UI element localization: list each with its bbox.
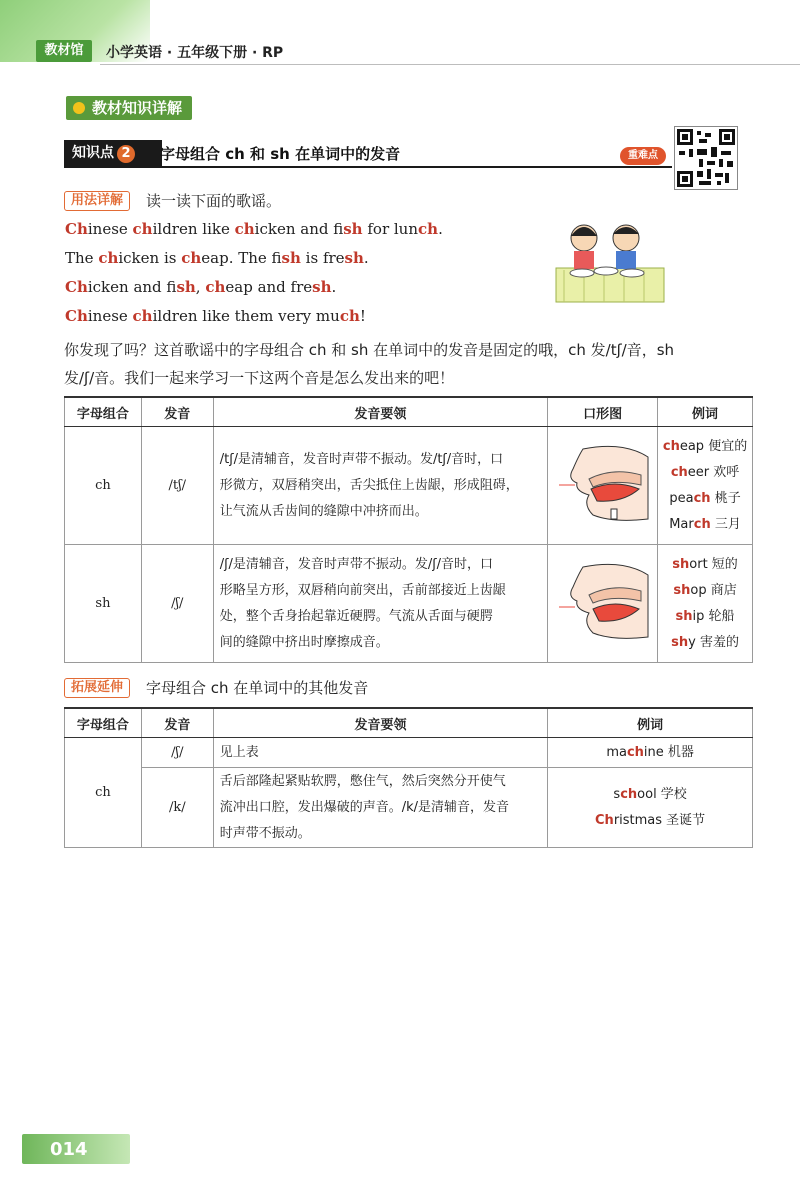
knowledge-point-label	[64, 140, 162, 166]
guide-line: 间的缝隙中挤出时摩擦成音。	[219, 634, 389, 650]
usage-intro: 读一读下面的歌谣。	[146, 192, 282, 210]
poem-line	[65, 278, 336, 296]
guide-line: 让气流从舌齿间的缝隙中冲挤而出。	[219, 503, 428, 519]
text-segment: ine 机器	[643, 744, 694, 760]
highlighted-letters: ch	[205, 278, 226, 296]
page-number: 014	[50, 1139, 88, 1160]
text-segment: is fre	[300, 249, 345, 267]
text-segment: eap and fre	[225, 278, 313, 296]
text-segment: ildren like	[152, 220, 235, 238]
guide-line: 时声带不振动。	[219, 825, 311, 841]
guide-line: 处，整个舌身抬起靠近硬腭。气流从舌面与硬腭	[219, 608, 493, 624]
phonetic-symbol: /tʃ/	[141, 427, 213, 545]
text-segment: icken and fi	[87, 278, 177, 296]
poem-line	[65, 220, 443, 238]
highlighted-letters: ch	[234, 220, 255, 238]
pronunciation-table	[64, 396, 753, 663]
example-word	[659, 578, 751, 604]
table-header-row	[65, 708, 753, 738]
example-word	[549, 808, 751, 834]
letter-combo: ch	[65, 427, 142, 545]
difficulty-badge: 重难点	[620, 147, 666, 165]
text-segment: eer 欢呼	[687, 464, 740, 480]
qr-code-icon[interactable]	[674, 126, 738, 190]
table-row	[65, 545, 753, 663]
example-word	[659, 604, 751, 630]
table-row	[65, 427, 753, 545]
pronunciation-guide	[213, 738, 547, 768]
highlighted-letters: ch	[620, 786, 638, 802]
text-segment: ma	[606, 744, 627, 760]
table-row	[65, 768, 753, 848]
text-segment: .	[438, 220, 443, 238]
mouth-diagram-ch	[548, 427, 658, 545]
text-segment: ool 学校	[637, 786, 687, 802]
highlighted-letters: ch	[662, 438, 680, 454]
highlighted-letters: ch	[693, 490, 711, 506]
highlighted-letters: ch	[132, 220, 153, 238]
header-divider	[100, 64, 800, 65]
phonetic-symbol: /ʃ/	[141, 738, 213, 768]
kp-number: 2	[117, 145, 135, 163]
text-segment: ort 短的	[689, 556, 738, 572]
example-word	[659, 630, 751, 656]
star-icon	[73, 102, 85, 114]
section-title	[66, 96, 192, 120]
phonetic-symbol: /k/	[141, 768, 213, 848]
pronunciation-guide	[213, 768, 547, 848]
kp-underline	[64, 166, 672, 168]
pronunciation-guide	[213, 427, 547, 545]
highlighted-letters: sh	[176, 278, 196, 296]
example-words	[658, 545, 753, 663]
text-segment: op 商店	[690, 582, 737, 598]
table-row	[65, 738, 753, 768]
example-word	[659, 434, 751, 460]
text-segment: y 害羞的	[688, 634, 739, 650]
example-words	[658, 427, 753, 545]
highlighted-letters: ch	[132, 307, 153, 325]
col-header: 字母组合	[65, 397, 142, 427]
text-segment: Mar	[669, 516, 694, 532]
col-header: 字母组合	[65, 708, 142, 738]
text-segment: inese	[87, 307, 133, 325]
text-segment: eap. The fi	[201, 249, 282, 267]
poem-line	[65, 249, 369, 267]
highlighted-letters: sh	[344, 249, 364, 267]
guide-line: /tʃ/是清辅音，发音时声带不振动。发/tʃ/音时，口	[219, 451, 504, 467]
highlighted-letters: ch	[98, 249, 119, 267]
col-header: 发音	[141, 708, 213, 738]
intro-paragraph-1: 你发现了吗？这首歌谣中的字母组合 ch 和 sh 在单词中的发音是固定的哦，ch 发/tʃ/音，sh	[64, 341, 675, 359]
text-segment: s	[613, 786, 621, 802]
highlighted-letters: sh	[281, 249, 301, 267]
highlighted-letters: sh	[672, 556, 690, 572]
intro-paragraph-2: 发/ʃ/音。我们一起来学习一下这两个音是怎么发出来的吧！	[64, 369, 455, 387]
guide-line: /ʃ/是清辅音，发音时声带不振动。发/ʃ/音时，口	[219, 556, 493, 572]
text-segment: inese	[87, 220, 133, 238]
guide-line: 形微方，双唇稍突出，舌尖抵住上齿龈，形成阻碍，	[219, 477, 519, 493]
page-number-badge	[22, 1134, 130, 1164]
highlighted-letters: sh	[673, 582, 691, 598]
text-segment: for lun	[362, 220, 419, 238]
highlighted-letters: sh	[675, 608, 693, 624]
highlighted-letters: ch	[626, 744, 644, 760]
example-word	[549, 782, 751, 808]
extension-tag: 拓展延伸	[64, 678, 130, 698]
letter-combo: ch	[65, 738, 142, 848]
text-segment: 三月	[710, 516, 741, 532]
col-header: 口形图	[548, 397, 658, 427]
highlighted-letters: Ch	[65, 278, 88, 296]
knowledge-point-title: 字母组合 ch 和 sh 在单词中的发音	[160, 145, 401, 163]
highlighted-letters: sh	[312, 278, 332, 296]
col-header: 发音	[141, 397, 213, 427]
usage-tag: 用法详解	[64, 191, 130, 211]
text-segment: eap 便宜的	[679, 438, 748, 454]
guide-line: 见上表	[219, 744, 259, 760]
extension-text: 字母组合 ch 在单词中的其他发音	[146, 679, 369, 697]
highlighted-letters: ch	[181, 249, 202, 267]
text-segment: ,	[195, 278, 206, 296]
text-segment: ip 轮船	[692, 608, 735, 624]
text-segment: icken and fi	[254, 220, 344, 238]
children-eating-illustration	[554, 218, 666, 306]
poem-line	[65, 307, 366, 325]
example-word	[549, 740, 751, 766]
header-tab: 教材馆	[36, 40, 92, 62]
kp-label-text: 知识点	[72, 145, 114, 161]
highlighted-letters: ch	[418, 220, 439, 238]
highlighted-letters: Ch	[65, 307, 88, 325]
pronunciation-guide	[213, 545, 547, 663]
text-segment: The	[65, 249, 99, 267]
example-words	[548, 768, 753, 848]
text-segment: ildren like them very mu	[152, 307, 340, 325]
highlighted-letters: sh	[671, 634, 689, 650]
text-segment: icken is	[118, 249, 182, 267]
letter-combo: sh	[65, 545, 142, 663]
phonetic-symbol: /ʃ/	[141, 545, 213, 663]
guide-line: 舌后部隆起紧贴软腭，憋住气，然后突然分开使气	[219, 773, 506, 789]
highlighted-letters: ch	[693, 516, 711, 532]
text-segment: .	[331, 278, 337, 296]
example-word	[659, 486, 751, 512]
text-segment: 桃子	[710, 490, 741, 506]
highlighted-letters: ch	[670, 464, 688, 480]
other-pronunciation-table	[64, 707, 753, 848]
highlighted-letters: sh	[343, 220, 363, 238]
mouth-diagram-sh	[548, 545, 658, 663]
text-segment: ristmas 圣诞节	[613, 812, 706, 828]
guide-line: 形略呈方形，双唇稍向前突出，舌前部接近上齿龈	[219, 582, 506, 598]
example-words	[548, 738, 753, 768]
text-segment: !	[359, 307, 366, 325]
highlighted-letters: ch	[339, 307, 360, 325]
text-segment: .	[363, 249, 369, 267]
highlighted-letters: Ch	[595, 812, 614, 828]
col-header: 发音要领	[213, 397, 547, 427]
header-title: 小学英语 · 五年级下册 · RP	[106, 45, 284, 61]
col-header: 例词	[658, 397, 753, 427]
example-word	[659, 512, 751, 538]
table-header-row	[65, 397, 753, 427]
example-word	[659, 460, 751, 486]
highlighted-letters: Ch	[65, 220, 88, 238]
col-header: 发音要领	[213, 708, 547, 738]
guide-line: 流冲出口腔，发出爆破的声音。/k/是清辅音，发音	[219, 799, 510, 815]
section-title-text: 教材知识详解	[92, 99, 183, 117]
col-header: 例词	[548, 708, 753, 738]
text-segment: pea	[669, 490, 694, 506]
example-word	[659, 552, 751, 578]
